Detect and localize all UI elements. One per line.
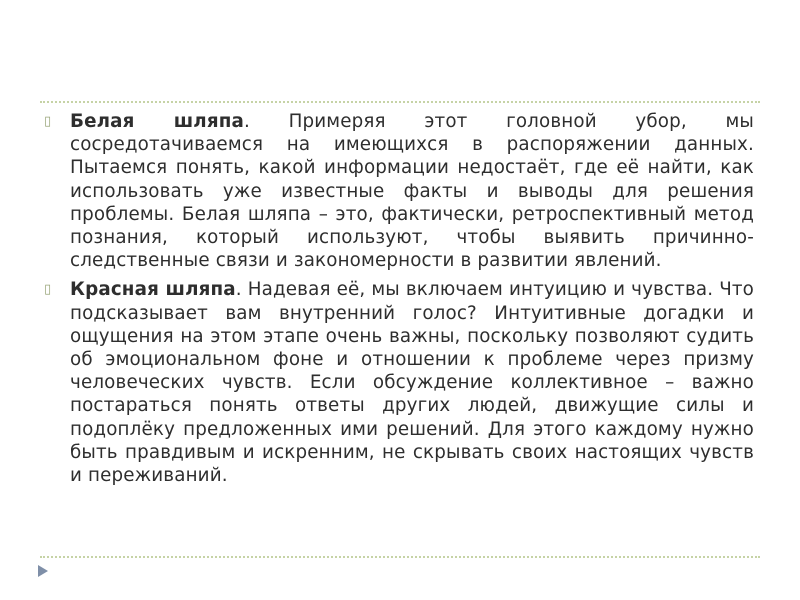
bullet-text bbox=[70, 110, 754, 272]
bullet-item-white-hat bbox=[42, 110, 754, 272]
bullet-body: . Примеряя этот головной убор, мы сосредотачиваемся на имеющихся в распоряжении данных. Пытаемся понять, какой информации недостаёт, где её найти, как использовать уже известные факты и выводы для решения проблемы. Белая шляпа – это, фактически, ретроспективный метод познания, который используют, чтобы выявить причинно-следственные связи и закономерности в развитии явлений. bbox=[70, 111, 754, 272]
hollow-square-bullet-icon: ▯ bbox=[44, 114, 52, 129]
bullet-text bbox=[70, 278, 754, 487]
bullet-term: Красная шляпа bbox=[70, 279, 236, 301]
bullet-item-red-hat bbox=[42, 278, 754, 487]
bullet-body: . Надевая её, мы включаем интуицию и чувства. Что подсказывает вам внутренний голос? Интуитивные догадки и ощущения на этом этапе очень важны, поскольку позволяют судить об эмоциональном фоне и отношении к проблеме через призму человеческих чувств. Если обсуждение коллективное – важно постараться понять ответы других людей, движущие силы и подоплёку предложенных ими решений. Для этого каждому нужно быть правдивым и искренним, не скрывать своих настоящих чувств и переживаний. bbox=[70, 279, 755, 487]
bottom-divider bbox=[40, 556, 760, 558]
top-divider bbox=[40, 101, 760, 103]
slide-content bbox=[42, 110, 754, 493]
bullet-term: Белая шляпа bbox=[70, 111, 245, 132]
hollow-square-bullet-icon: ▯ bbox=[44, 282, 52, 298]
next-slide-arrow-icon[interactable] bbox=[38, 565, 48, 577]
